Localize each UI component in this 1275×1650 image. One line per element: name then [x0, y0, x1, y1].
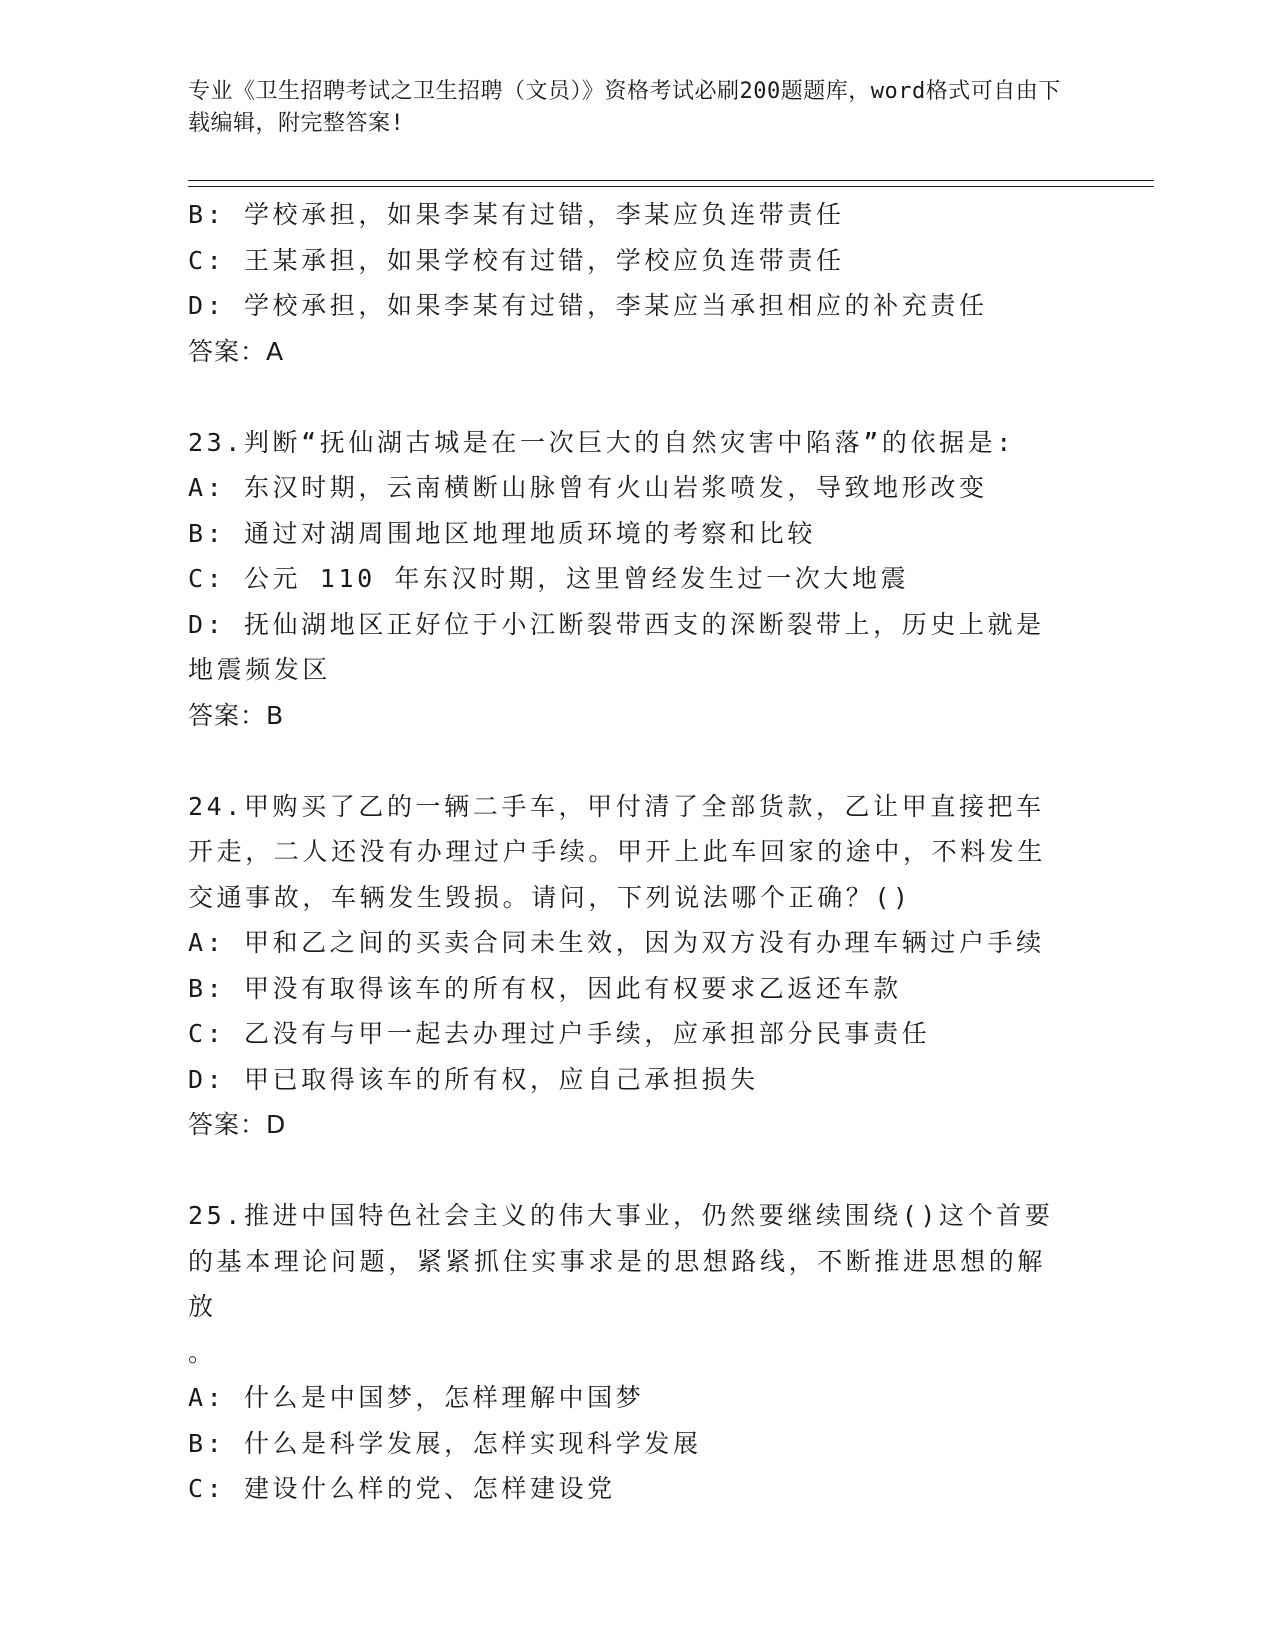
- spacer: [188, 1148, 1068, 1194]
- option-a: A: 什么是中国梦，怎样理解中国梦: [188, 1383, 645, 1412]
- option-b: B: 通过对湖周围地区地理地质环境的考察和比较: [188, 518, 816, 548]
- header-divider-top: [188, 180, 1154, 181]
- option-d: D: 抚仙湖地区正好位于小江断裂带西支的深断裂带上，历史上就是地震频发区: [188, 609, 1045, 684]
- header-text: 专业《卫生招聘考试之卫生招聘（文员）》资格考试必刷200题题库，word格式可自由下载编辑，附完整答案!: [188, 79, 1061, 136]
- question-stem-end: 。: [188, 1337, 217, 1367]
- question-stem: 25.推进中国特色社会主义的伟大事业，仍然要继续围绕()这个首要的基本理论问题，紧紧抓住实事求是的思想路线，不断推进思想的解放: [188, 1201, 1054, 1321]
- question-stem: 24.甲购买了乙的一辆二手车，甲付清了全部货款，乙让甲直接把车开走，二人还没有办理过户手续。甲开上此车回家的途中，不料发生交通事故，车辆发生毁损。请问，下列说法哪个正确？(): [188, 791, 1047, 912]
- question-23: [188, 420, 1068, 739]
- option-b: B: 甲没有取得该车的所有权，因此有权要求乙返还车款: [188, 973, 902, 1003]
- option-c: C: 王某承担，如果学校有过错，学校应负连带责任: [188, 245, 845, 275]
- option-d: D: 学校承担，如果李某有过错，李某应当承担相应的补充责任: [188, 291, 988, 320]
- question-22-tail: [188, 192, 1068, 374]
- option-c: C: 建设什么样的党、怎样建设党: [188, 1474, 616, 1503]
- question-list: [188, 192, 1068, 1512]
- option-a: A: 东汉时期，云南横断山脉曾有火山岩浆喷发，导致地形改变: [188, 473, 988, 502]
- question-24: [188, 784, 1068, 1148]
- option-b: B: 学校承担，如果李某有过错，李某应负连带责任: [188, 200, 845, 229]
- answer-line: 答案：B: [188, 700, 285, 730]
- option-c: C: 公元 110 年东汉时期，这里曾经发生过一次大地震: [188, 564, 910, 593]
- question-25: [188, 1193, 1068, 1512]
- option-c: C: 乙没有与甲一起去办理过户手续，应承担部分民事责任: [188, 1019, 931, 1048]
- spacer: [188, 374, 1068, 420]
- option-d: D: 甲已取得该车的所有权，应自己承担损失: [188, 1064, 759, 1094]
- document-header: [188, 76, 1068, 140]
- answer-line: 答案：A: [188, 336, 285, 366]
- option-a: A: 甲和乙之间的买卖合同未生效，因为双方没有办理车辆过户手续: [188, 928, 1045, 957]
- answer-line: 答案：D: [188, 1110, 287, 1139]
- option-b: B: 什么是科学发展，怎样实现科学发展: [188, 1428, 702, 1458]
- question-stem: 23.判断“抚仙湖古城是在一次巨大的自然灾害中陷落”的依据是:: [188, 427, 1015, 457]
- spacer: [188, 738, 1068, 784]
- header-divider-bottom: [188, 186, 1154, 187]
